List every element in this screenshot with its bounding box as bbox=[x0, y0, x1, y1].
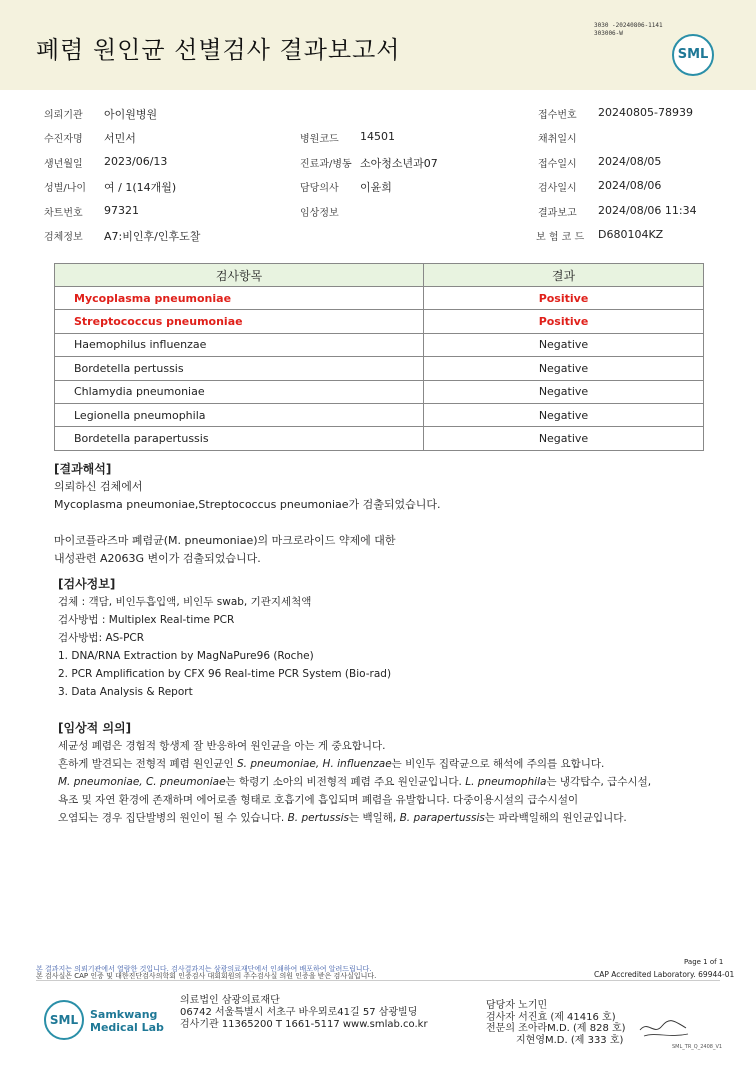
table-row bbox=[55, 287, 704, 310]
receipt-no-value: 20240805-78939 bbox=[598, 106, 693, 119]
report-date-value: 2024/08/06 11:34 bbox=[598, 204, 697, 217]
staff-info: 담당자 노기민 검사자 서진효 (제 41416 호) 전문의 조아라M.D. (제 828 호) 지현영M.D. (제 333 호) bbox=[486, 1000, 626, 1046]
interpretation-title: [결과해석] bbox=[54, 462, 112, 476]
test-result: Negative bbox=[424, 427, 704, 450]
test-date-value: 2024/08/06 bbox=[598, 179, 662, 192]
test-result: Positive bbox=[424, 287, 704, 310]
info-row-1: 의뢰기관 아이원병원 접수번호 20240805-78939 bbox=[44, 106, 693, 121]
header-test-item: 검사항목 bbox=[55, 264, 424, 287]
info-row-3: 생년월일 2023/06/13 진료과/병동 소아청소년과07 접수일시 2024/08/05 bbox=[44, 155, 662, 170]
test-info-section: [검사정보] 검체 : 객담, 비인두흡입액, 비인두 swab, 기관지세척액 검사방법 : Multiplex Real-time PCR 검사방법: AS-PCR 1. DNA/RNA Extraction by MagNaPure96 (Roche) 2. PCR Amplification by CFX 96 Real-time PCR System (Bio-rad) 3. Data Analysis & Report bbox=[58, 575, 738, 701]
chart-no-value: 97321 bbox=[104, 204, 139, 217]
insurance-code-value: D680104KZ bbox=[598, 228, 664, 241]
interpretation-section: [결과해석] 의뢰하신 검체에서 Mycoplasma pneumoniae,Streptococcus pneumoniae가 검출되었습니다. 마이코플라즈마 폐렴균(M. pneumoniae)의 마크로라이드 약제에 대한 내성관련 A2063G 변이가 검출되었습니다. bbox=[54, 460, 734, 568]
document-code: 3030 -20240806-1141 303006-W bbox=[594, 22, 663, 37]
test-item: Bordetella pertussis bbox=[55, 357, 424, 380]
report-header bbox=[0, 0, 756, 90]
patient-name-value: 서민서 bbox=[104, 132, 136, 145]
organization-info: 의료법인 삼광의료재단 06742 서울특별시 서초구 바우뫼로41길 57 삼광빌딩 검사기관 11365200 T 1661-5117 www.smlab.co.kr bbox=[180, 995, 428, 1030]
test-result: Negative bbox=[424, 403, 704, 426]
table-header-row bbox=[55, 264, 704, 287]
institution-value: 아이원병원 bbox=[104, 108, 158, 121]
table-row bbox=[55, 333, 704, 356]
sml-footer-logo: SML bbox=[44, 1000, 84, 1040]
results-table bbox=[54, 263, 704, 451]
table-row bbox=[55, 427, 704, 450]
signature-icon bbox=[636, 1014, 692, 1042]
footer-divider bbox=[36, 980, 720, 981]
cap-accreditation: CAP Accredited Laboratory. 69944-01 bbox=[594, 970, 735, 979]
clinical-section: [임상적 의의] 세균성 폐렴은 경험적 항생제 잘 반응하여 원인균을 아는 게 중요합니다. 흔하게 발견되는 전형적 폐렴 원인균인 S. pneumoniae, H. influenzae는 비인두 집락균으로 해석에 주의를 요합니다. M. pneumoniae, C. pneumoniae는 학령기 소아의 비전형적 폐렴 주요 원인균입니다. L. pneumophila는 냉각탑수, 급수시설, 욕조 및 자연 환경에 존재하며 에어로졸 형태로 호흡기에 흡입되며 폐렴을 유발합니다. 다중이용시설의 급수시설이 오염되는 경우 집단발병의 원인이 될 수 있습니다. B. pertussis는 백일해, B. parapertussis는 파라백일해의 원인균입니다. bbox=[58, 719, 738, 827]
test-result: Positive bbox=[424, 310, 704, 333]
clinical-title: [임상적 의의] bbox=[58, 721, 132, 735]
company-name: Samkwang Medical Lab bbox=[90, 1008, 164, 1034]
specimen-value: A7:비인후/인후도찰 bbox=[104, 230, 201, 243]
table-row bbox=[55, 403, 704, 426]
test-item: Legionella pneumophila bbox=[55, 403, 424, 426]
sex-age-value: 여 / 1(14개월) bbox=[104, 181, 177, 194]
info-row-2: 수진자명 서민서 병원코드 14501 채취일시 bbox=[44, 130, 577, 145]
table-row bbox=[55, 380, 704, 403]
test-result: Negative bbox=[424, 380, 704, 403]
test-info-title: [검사정보] bbox=[58, 577, 116, 591]
hospital-code-value: 14501 bbox=[360, 130, 395, 143]
table-row bbox=[55, 310, 704, 333]
test-result: Negative bbox=[424, 333, 704, 356]
department-value: 소아청소년과07 bbox=[360, 157, 438, 170]
dob-value: 2023/06/13 bbox=[104, 155, 168, 168]
test-item: Chlamydia pneumoniae bbox=[55, 380, 424, 403]
info-row-5: 차트번호 97321 임상정보 결과보고 2024/08/06 11:34 bbox=[44, 204, 697, 219]
footer-note: 본 결과지는 의뢰기관에서 열람한 것입니다. 검사결과지는 삼광의료재단에서 인쇄하여 배포하여 알려드립니다. bbox=[36, 965, 372, 973]
info-row-6: 검체정보 A7:비인후/인후도찰 보 험 코 드 D680104KZ bbox=[44, 228, 664, 243]
test-item: Haemophilus influenzae bbox=[55, 333, 424, 356]
page-number: Page 1 of 1 bbox=[684, 958, 724, 966]
test-item: Mycoplasma pneumoniae bbox=[55, 287, 424, 310]
footer-note-2: 본 검사실은 CAP 인증 및 대한진단검사의학회 인증검사 대회회원의 주수검사실 의원 인증을 받은 검사실입니다. bbox=[36, 972, 377, 980]
receipt-date-value: 2024/08/05 bbox=[598, 155, 662, 168]
table-row bbox=[55, 357, 704, 380]
info-row-4: 성별/나이 여 / 1(14개월) 담당의사 이윤희 검사일시 2024/08/06 bbox=[44, 179, 662, 194]
form-code: SML_TR_Q_2408_V1 bbox=[672, 1044, 723, 1050]
test-item: Bordetella parapertussis bbox=[55, 427, 424, 450]
report-title: 폐렴 원인균 선별검사 결과보고서 bbox=[36, 36, 401, 64]
header-result: 결과 bbox=[424, 264, 704, 287]
test-result: Negative bbox=[424, 357, 704, 380]
test-item: Streptococcus pneumoniae bbox=[55, 310, 424, 333]
sml-logo: SML bbox=[672, 34, 714, 76]
doctor-value: 이윤희 bbox=[360, 181, 392, 194]
